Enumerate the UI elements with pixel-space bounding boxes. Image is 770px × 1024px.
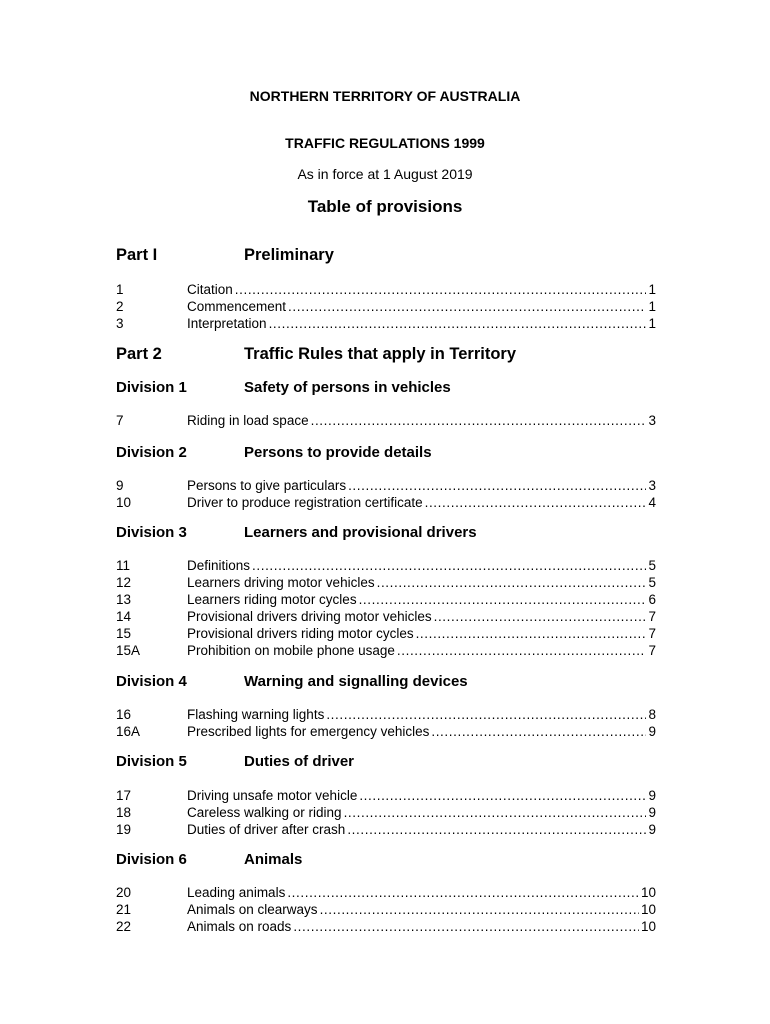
provision-list <box>116 884 656 935</box>
provision-title: Driver to produce registration certificate <box>187 495 423 510</box>
dot-leader <box>252 557 646 574</box>
page-number: 7 <box>648 643 656 658</box>
page-number: 1 <box>648 316 656 331</box>
provision-title: Learners riding motor cycles <box>187 592 357 607</box>
division-label: Division 3 <box>116 524 187 541</box>
provision-title: Prescribed lights for emergency vehicles <box>187 724 430 739</box>
dot-leader <box>311 412 647 429</box>
provision-number: 19 <box>116 822 132 837</box>
page-number: 3 <box>648 478 656 493</box>
page-number: 9 <box>648 805 656 820</box>
provision-list <box>116 412 656 429</box>
provision-title: Careless walking or riding <box>187 805 342 820</box>
dot-leader <box>434 608 647 625</box>
provision-title: Commencement <box>187 299 287 314</box>
division-title: Persons to provide details <box>244 444 432 461</box>
provision-number: 14 <box>116 609 132 624</box>
division-heading <box>116 673 656 693</box>
provision-list <box>116 477 656 511</box>
provision-title: Persons to give particulars <box>187 478 347 493</box>
toc-entry[interactable] <box>116 787 656 804</box>
provision-number: 18 <box>116 805 132 820</box>
provision-number: 17 <box>116 788 132 803</box>
page-number: 5 <box>648 575 656 590</box>
provision-number: 1 <box>116 282 124 297</box>
in-force-date: As in force at 1 August 2019 <box>297 166 473 182</box>
part-heading <box>116 345 656 367</box>
provision-title: Prohibition on mobile phone usage <box>187 643 395 658</box>
dot-leader <box>425 494 647 511</box>
toc-entry[interactable] <box>116 723 656 740</box>
provision-title: Definitions <box>187 558 251 573</box>
dot-leader <box>269 315 647 332</box>
toc-entry[interactable] <box>116 477 656 494</box>
toc-entry[interactable] <box>116 315 656 332</box>
page-number: 9 <box>648 788 656 803</box>
division-label: Division 5 <box>116 753 187 770</box>
provision-number: 20 <box>116 885 132 900</box>
toc-entry[interactable] <box>116 412 656 429</box>
page-number: 4 <box>648 495 656 510</box>
part-label: Part I <box>116 246 158 264</box>
provision-number: 3 <box>116 316 124 331</box>
dot-leader <box>377 574 647 591</box>
provision-number: 2 <box>116 299 124 314</box>
provision-title: Riding in load space <box>187 413 309 428</box>
division-label: Division 2 <box>116 444 187 461</box>
jurisdiction-heading: NORTHERN TERRITORY OF AUSTRALIA <box>249 88 521 104</box>
provision-title: Flashing warning lights <box>187 707 325 722</box>
dot-leader <box>431 723 646 740</box>
provision-title: Duties of driver after crash <box>187 822 346 837</box>
dot-leader <box>326 706 646 723</box>
dot-leader <box>288 298 646 315</box>
page-number: 7 <box>648 626 656 641</box>
regulation-title: TRAFFIC REGULATIONS 1999 <box>285 135 485 151</box>
page-number: 1 <box>648 299 656 314</box>
provision-number: 11 <box>116 558 131 573</box>
division-heading <box>116 379 656 399</box>
toc-entry[interactable] <box>116 281 656 298</box>
provision-number: 16 <box>116 707 132 722</box>
page-number: 3 <box>648 413 656 428</box>
dot-leader <box>287 884 639 901</box>
provision-title: Driving unsafe motor vehicle <box>187 788 358 803</box>
dot-leader <box>348 477 646 494</box>
division-title: Learners and provisional drivers <box>244 524 477 541</box>
toc-entry[interactable] <box>116 625 656 642</box>
provision-number: 10 <box>116 495 132 510</box>
dot-leader <box>320 901 639 918</box>
provision-title: Learners driving motor vehicles <box>187 575 375 590</box>
toc-entry[interactable] <box>116 821 656 838</box>
toc-entry[interactable] <box>116 298 656 315</box>
page-number: 10 <box>640 885 656 900</box>
provision-number: 9 <box>116 478 124 493</box>
page-number: 6 <box>648 592 656 607</box>
toc-entry[interactable] <box>116 804 656 821</box>
page-number: 7 <box>648 609 656 624</box>
page-number: 5 <box>648 558 656 573</box>
toc-heading: Table of provisions <box>307 197 463 216</box>
provision-list <box>116 557 656 659</box>
part-label: Part 2 <box>116 345 162 363</box>
page-number: 10 <box>640 902 656 917</box>
dot-leader <box>397 642 647 659</box>
provision-list <box>116 706 656 740</box>
division-heading <box>116 524 656 544</box>
division-title: Safety of persons in vehicles <box>244 379 451 396</box>
provision-number: 7 <box>116 413 124 428</box>
provision-list <box>116 787 656 838</box>
division-heading <box>116 444 656 464</box>
toc-entry[interactable] <box>116 608 656 625</box>
dot-leader <box>344 804 647 821</box>
division-title: Duties of driver <box>244 753 355 770</box>
part-heading <box>116 246 656 268</box>
toc-entry[interactable] <box>116 642 656 659</box>
toc-entry[interactable] <box>116 574 656 591</box>
division-title: Warning and signalling devices <box>244 673 468 690</box>
toc-entry[interactable] <box>116 557 656 574</box>
dot-leader <box>416 625 647 642</box>
dot-leader <box>359 787 646 804</box>
dot-leader <box>359 591 647 608</box>
provision-number: 16A <box>116 724 141 739</box>
division-heading <box>116 851 656 871</box>
page-number: 9 <box>648 822 656 837</box>
dot-leader <box>235 281 647 298</box>
provision-number: 13 <box>116 592 132 607</box>
division-label: Division 4 <box>116 673 187 690</box>
provision-number: 15A <box>116 643 141 658</box>
provision-number: 12 <box>116 575 132 590</box>
page-number: 10 <box>640 919 656 934</box>
provision-list <box>116 281 656 332</box>
page-number: 9 <box>648 724 656 739</box>
division-label: Division 6 <box>116 851 187 868</box>
division-heading <box>116 753 656 773</box>
provision-number: 22 <box>116 919 132 934</box>
toc-entry[interactable] <box>116 884 656 901</box>
toc-entry[interactable] <box>116 918 656 935</box>
page-number: 8 <box>648 707 656 722</box>
toc-entry[interactable] <box>116 591 656 608</box>
toc-entry[interactable] <box>116 706 656 723</box>
provision-number: 15 <box>116 626 132 641</box>
dot-leader <box>293 918 639 935</box>
toc-entry[interactable] <box>116 901 656 918</box>
toc-entry[interactable] <box>116 494 656 511</box>
provision-number: 21 <box>116 902 132 917</box>
division-title: Animals <box>244 851 303 868</box>
provision-title: Provisional drivers driving motor vehicles <box>187 609 432 624</box>
division-label: Division 1 <box>116 379 187 396</box>
dot-leader <box>347 821 646 838</box>
page-number: 1 <box>648 282 656 297</box>
provision-title: Interpretation <box>187 316 267 331</box>
provision-title: Citation <box>187 282 233 297</box>
part-title: Preliminary <box>244 246 334 264</box>
part-title: Traffic Rules that apply in Territory <box>244 345 517 363</box>
provision-title: Leading animals <box>187 885 286 900</box>
provision-title: Animals on roads <box>187 919 292 934</box>
provision-title: Animals on clearways <box>187 902 318 917</box>
provision-title: Provisional drivers riding motor cycles <box>187 626 414 641</box>
